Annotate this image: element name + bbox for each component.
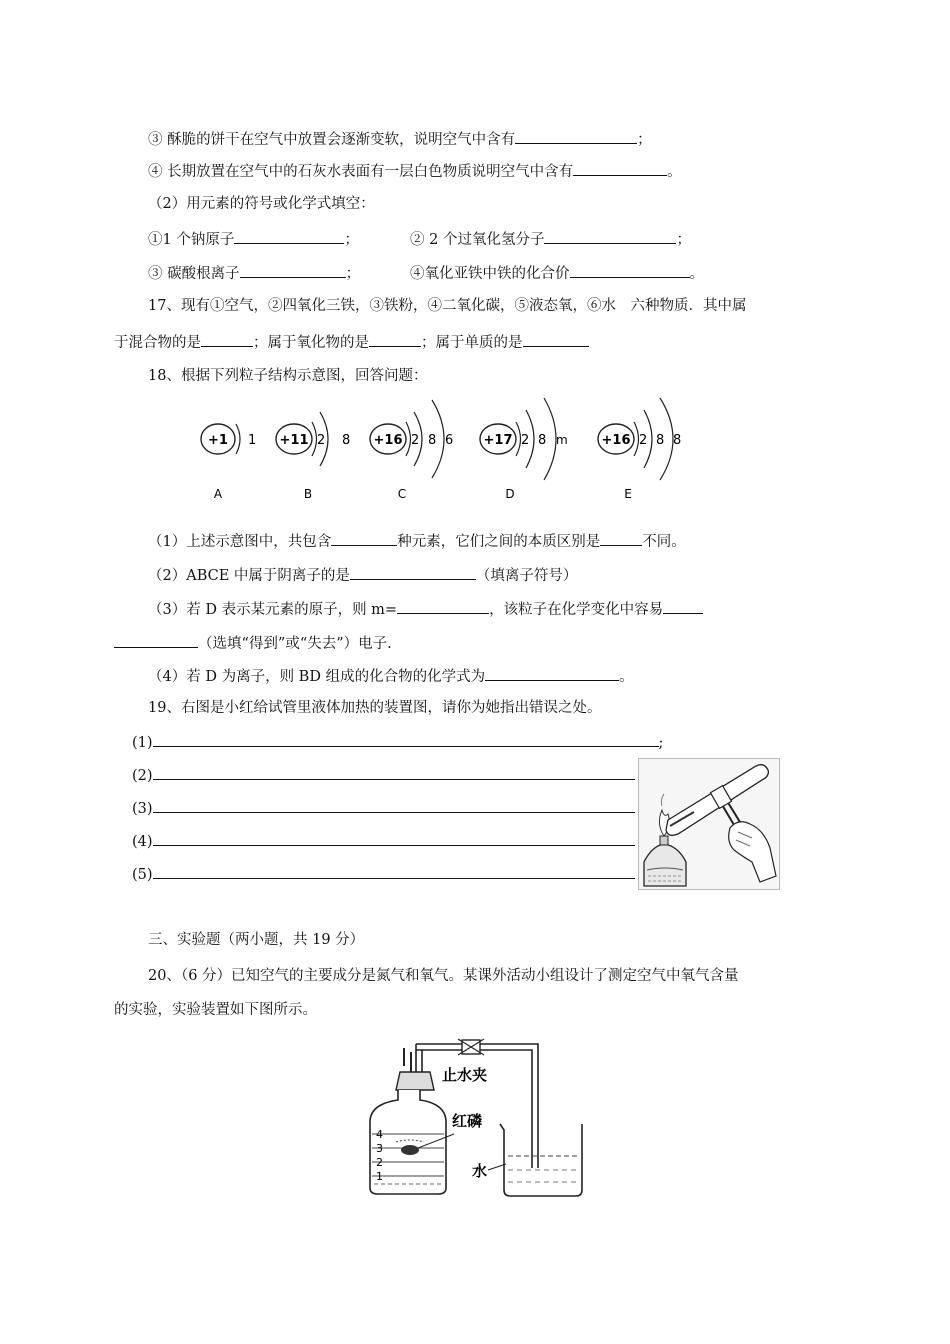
shell-count: m [556,433,568,447]
q16-line-4: ④ 长期放置在空气中的石灰水表面有一层白色物质说明空气中含有 。 [148,160,682,182]
q19-prompt: 19、右图是小红给试管里液体加热的装置图，请你为她指出错误之处。 [148,700,602,716]
red-phosphorus-label: 红磷 [452,1112,483,1130]
answer-blank[interactable] [153,764,635,780]
shell-count: 2 [317,433,326,448]
q16-item-4: ④氧化亚铁中铁的化合价 。 [410,262,704,284]
answer-blank[interactable] [544,228,676,244]
answer-blank[interactable] [153,731,659,747]
shell-count: 2 [411,433,420,448]
q18-sub-3: （3）若 D 表示某元素的原子，则 m= ，该粒子在化学变化中容易 [148,598,703,620]
q19-answer-3: (3) [132,797,635,819]
scale-mark: 1 [376,1170,383,1183]
answer-blank[interactable] [153,863,635,879]
shell-count: 8 [538,433,547,448]
q18-sub-3-cont: （选填“得到”或“失去”）电子. [114,632,392,654]
scale-mark: 4 [376,1128,383,1141]
answer-blank[interactable] [350,564,476,580]
answer-blank[interactable] [485,665,619,681]
atom-diagram-b [276,412,350,501]
answer-blank[interactable] [331,530,397,546]
q18-sub-4: （4）若 D 为离子，则 BD 组成的化合物的化学式为 。 [148,665,634,687]
q19-answer-5: (5) [132,863,635,885]
answer-blank[interactable] [240,262,346,278]
answer-blank[interactable] [600,530,642,546]
diagram-label: D [505,487,515,501]
q18-prompt: 18、根据下列粒子结构示意图，回答问题： [148,368,428,384]
water-label: 水 [472,1162,488,1180]
shell-count: 2 [639,433,648,448]
answer-blank[interactable] [397,598,489,614]
answer-blank[interactable] [153,830,635,846]
q17-line-1: 17、现有①空气，②四氧化三铁，③铁粉，④二氧化碳，⑤液态氧，⑥水 六种物质．其中属 [148,298,747,314]
scale-mark: 3 [376,1142,383,1155]
q18-sub-1: （1）上述示意图中，共包含 种元素，它们之间的本质区别是 不同。 [148,530,686,552]
answer-blank[interactable] [369,331,421,347]
answer-blank[interactable] [234,228,344,244]
shell-count: 8 [673,433,682,448]
answer-blank[interactable] [523,331,589,347]
answer-blank[interactable] [114,632,198,648]
shell-count: 2 [521,433,530,448]
shell-count: 8 [656,433,665,448]
answer-blank[interactable] [201,331,253,347]
q20-line-1: 20、（6 分）已知空气的主要成分是氮气和氧气。某课外活动小组设计了测定空气中氧气含量 [148,968,739,984]
q16-line-3: ③ 酥脆的饼干在空气中放置会逐渐变软，说明空气中含有 ； [148,128,652,150]
nucleus-label: +11 [279,433,309,448]
shell-count: 6 [445,433,454,448]
diagram-label: B [303,487,313,501]
nucleus-label: +1 [208,433,228,448]
section-3-heading: 三、实验题（两小题，共 19 分） [148,932,365,948]
q16-item-3: ③ 碳酸根离子 ； [148,262,360,284]
q16-part2-heading: （2）用元素的符号或化学式填空： [148,196,375,212]
atom-diagram-e [598,398,681,501]
shell-count: 1 [248,433,257,448]
diagram-label: E [624,487,632,501]
q20-line-2: 的实验，实验装置如下图所示。 [114,1002,317,1018]
nucleus-label: +16 [373,433,403,448]
diagram-label: A [213,487,223,501]
answer-blank[interactable] [153,797,635,813]
shell-count: 8 [342,433,351,448]
clamp-label: 止水夹 [442,1066,488,1084]
test-tube-heating-illustration [638,758,780,890]
nucleus-label: +17 [483,433,513,448]
answer-blank[interactable] [570,262,690,278]
answer-blank[interactable] [663,598,703,614]
nucleus-label: +16 [601,433,631,448]
atom-diagram-a [201,424,256,501]
q16-item-2: ② 2 个过氧化氢分子 ； [410,228,691,250]
atom-structure-figure [196,392,696,510]
shell-count: 8 [428,433,437,448]
water-clamp-icon [458,1039,484,1055]
atom-diagram-d [480,398,568,501]
scale-mark: 2 [376,1156,383,1169]
q16-item-1: ①1 个钠原子 ； [148,228,359,250]
q19-answer-1: (1) ; [132,731,663,753]
atom-diagram-c [370,400,453,501]
q18-sub-2: （2）ABCE 中属于阴离子的是 （填离子符号） [148,564,577,586]
q17-line-2: 于混合物的是 ；属于氧化物的是 ；属于单质的是 [114,331,589,353]
diagram-label: C [397,487,407,501]
answer-blank[interactable] [515,128,637,144]
oxygen-measurement-apparatus [356,1038,596,1202]
q19-answer-2: (2) [132,764,635,786]
answer-blank[interactable] [573,160,667,176]
q19-answer-4: (4) [132,830,635,852]
